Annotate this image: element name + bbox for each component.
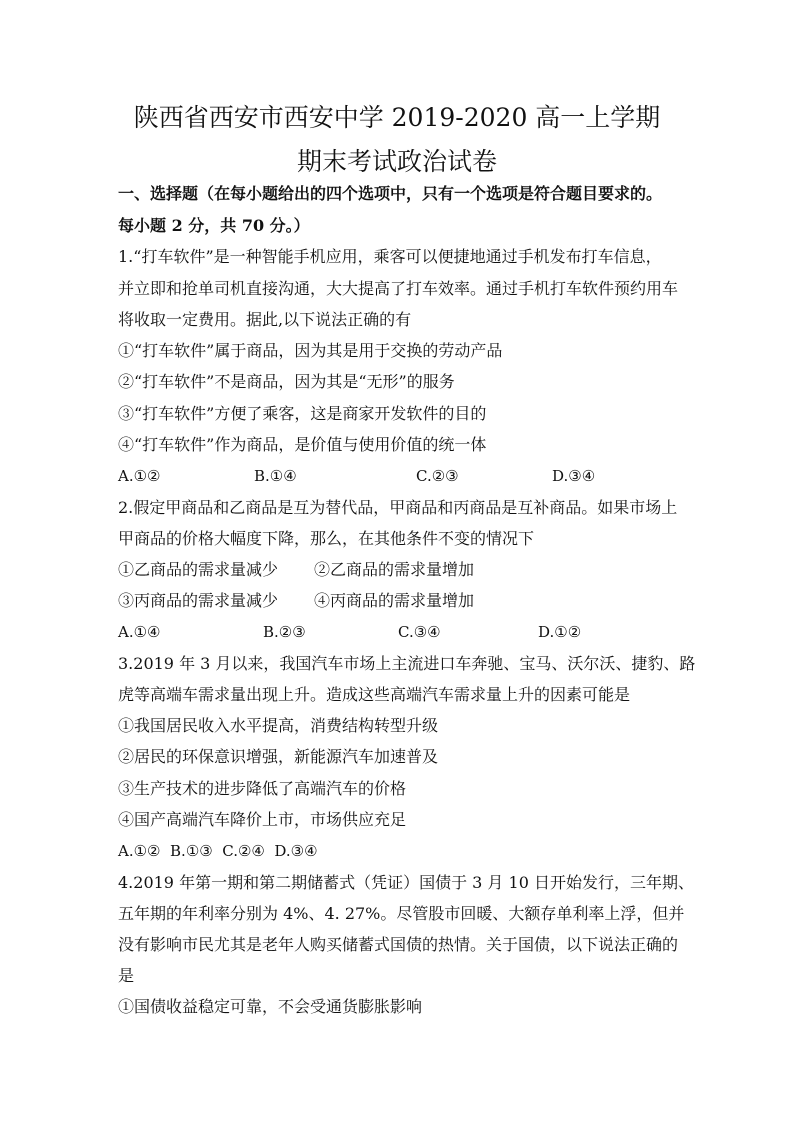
question-2-option-c: C.③④ bbox=[398, 623, 441, 641]
section-heading-cont: 每小题 2 分，共 70 分。） bbox=[118, 216, 310, 235]
question-2-option-d: D.①② bbox=[538, 623, 582, 641]
question-3-item: ③生产技术的进步降低了高端汽车的价格 bbox=[118, 779, 407, 798]
question-4-item: ①国债收益稳定可靠，不会受通货膨胀影响 bbox=[118, 997, 423, 1016]
question-4-text: 4.2019 年第一期和第二期储蓄式（凭证）国债于 3 月 10 日开始发行，三年期、 bbox=[118, 873, 694, 892]
question-4-text: 没有影响市民尤其是老年人购买储蓄式国债的热情。关于国债，以下说法正确的 bbox=[118, 935, 679, 954]
question-1-item: ②“打车软件”不是商品，因为其是“无形”的服务 bbox=[118, 372, 455, 391]
question-1-item: ③“打车软件”方便了乘客，这是商家开发软件的目的 bbox=[118, 404, 487, 423]
question-3-text: 3.2019 年 3 月以来，我国汽车市场上主流进口车奔驰、宝马、沃尔沃、捷豹、路 bbox=[118, 654, 696, 673]
question-2-text: 2.假定甲商品和乙商品是互为替代品，甲商品和丙商品是互补商品。如果市场上 bbox=[118, 498, 678, 517]
question-4-text: 五年期的年利率分别为 4%、4. 27%。尽管股市回暖、大额存单利率上浮，但并 bbox=[118, 904, 685, 923]
section-heading: 一、选择题（在每小题给出的四个选项中，只有一个选项是符合题目要求的。 bbox=[118, 184, 663, 203]
question-3-text: 虎等高端车需求量出现上升。造成这些高端汽车需求量上升的因素可能是 bbox=[118, 685, 631, 704]
question-3-item: ①我国居民收入水平提高，消费结构转型升级 bbox=[118, 716, 439, 735]
question-1-option-c: C.②③ bbox=[416, 467, 459, 485]
question-1-text: 1.“打车软件”是一种智能手机应用，乘客可以便捷地通过手机发布打车信息， bbox=[118, 247, 662, 266]
question-2-item: ③丙商品的需求量减少 bbox=[118, 591, 279, 610]
question-1-item: ①“打车软件”属于商品，因为其是用于交换的劳动产品 bbox=[118, 341, 503, 360]
exam-title: 陕西省西安市西安中学 2019-2020 高一上学期 bbox=[133, 103, 661, 132]
question-2-item: ②乙商品的需求量增加 bbox=[314, 560, 475, 579]
question-1-item: ④“打车软件”作为商品，是价值与使用价值的统一体 bbox=[118, 435, 487, 454]
exam-subtitle: 期末考试政治试卷 bbox=[296, 147, 497, 176]
question-3-options: A.①② B.①③ C.②④ D.③④ bbox=[118, 842, 318, 860]
question-4-text: 是 bbox=[118, 966, 135, 985]
question-1-text: 将收取一定费用。据此,以下说法正确的有 bbox=[118, 310, 412, 329]
question-3-item: ④国产高端汽车降价上市，市场供应充足 bbox=[118, 810, 407, 829]
question-2-option-a: A.①④ bbox=[118, 623, 161, 641]
question-2-item: ①乙商品的需求量减少 bbox=[118, 560, 279, 579]
question-1-option-a: A.①② bbox=[118, 467, 161, 485]
question-3-item: ②居民的环保意识增强，新能源汽车加速普及 bbox=[118, 747, 439, 766]
question-1-text: 并立即和抢单司机直接沟通，大大提高了打车效率。通过手机打车软件预约用车 bbox=[118, 279, 679, 298]
question-2-item: ④丙商品的需求量增加 bbox=[314, 591, 475, 610]
question-2-text: 甲商品的价格大幅度下降，那么，在其他条件不变的情况下 bbox=[118, 529, 535, 548]
question-1-option-d: D.③④ bbox=[552, 467, 596, 485]
question-2-option-b: B.②③ bbox=[263, 623, 306, 641]
question-1-option-b: B.①④ bbox=[254, 467, 297, 485]
